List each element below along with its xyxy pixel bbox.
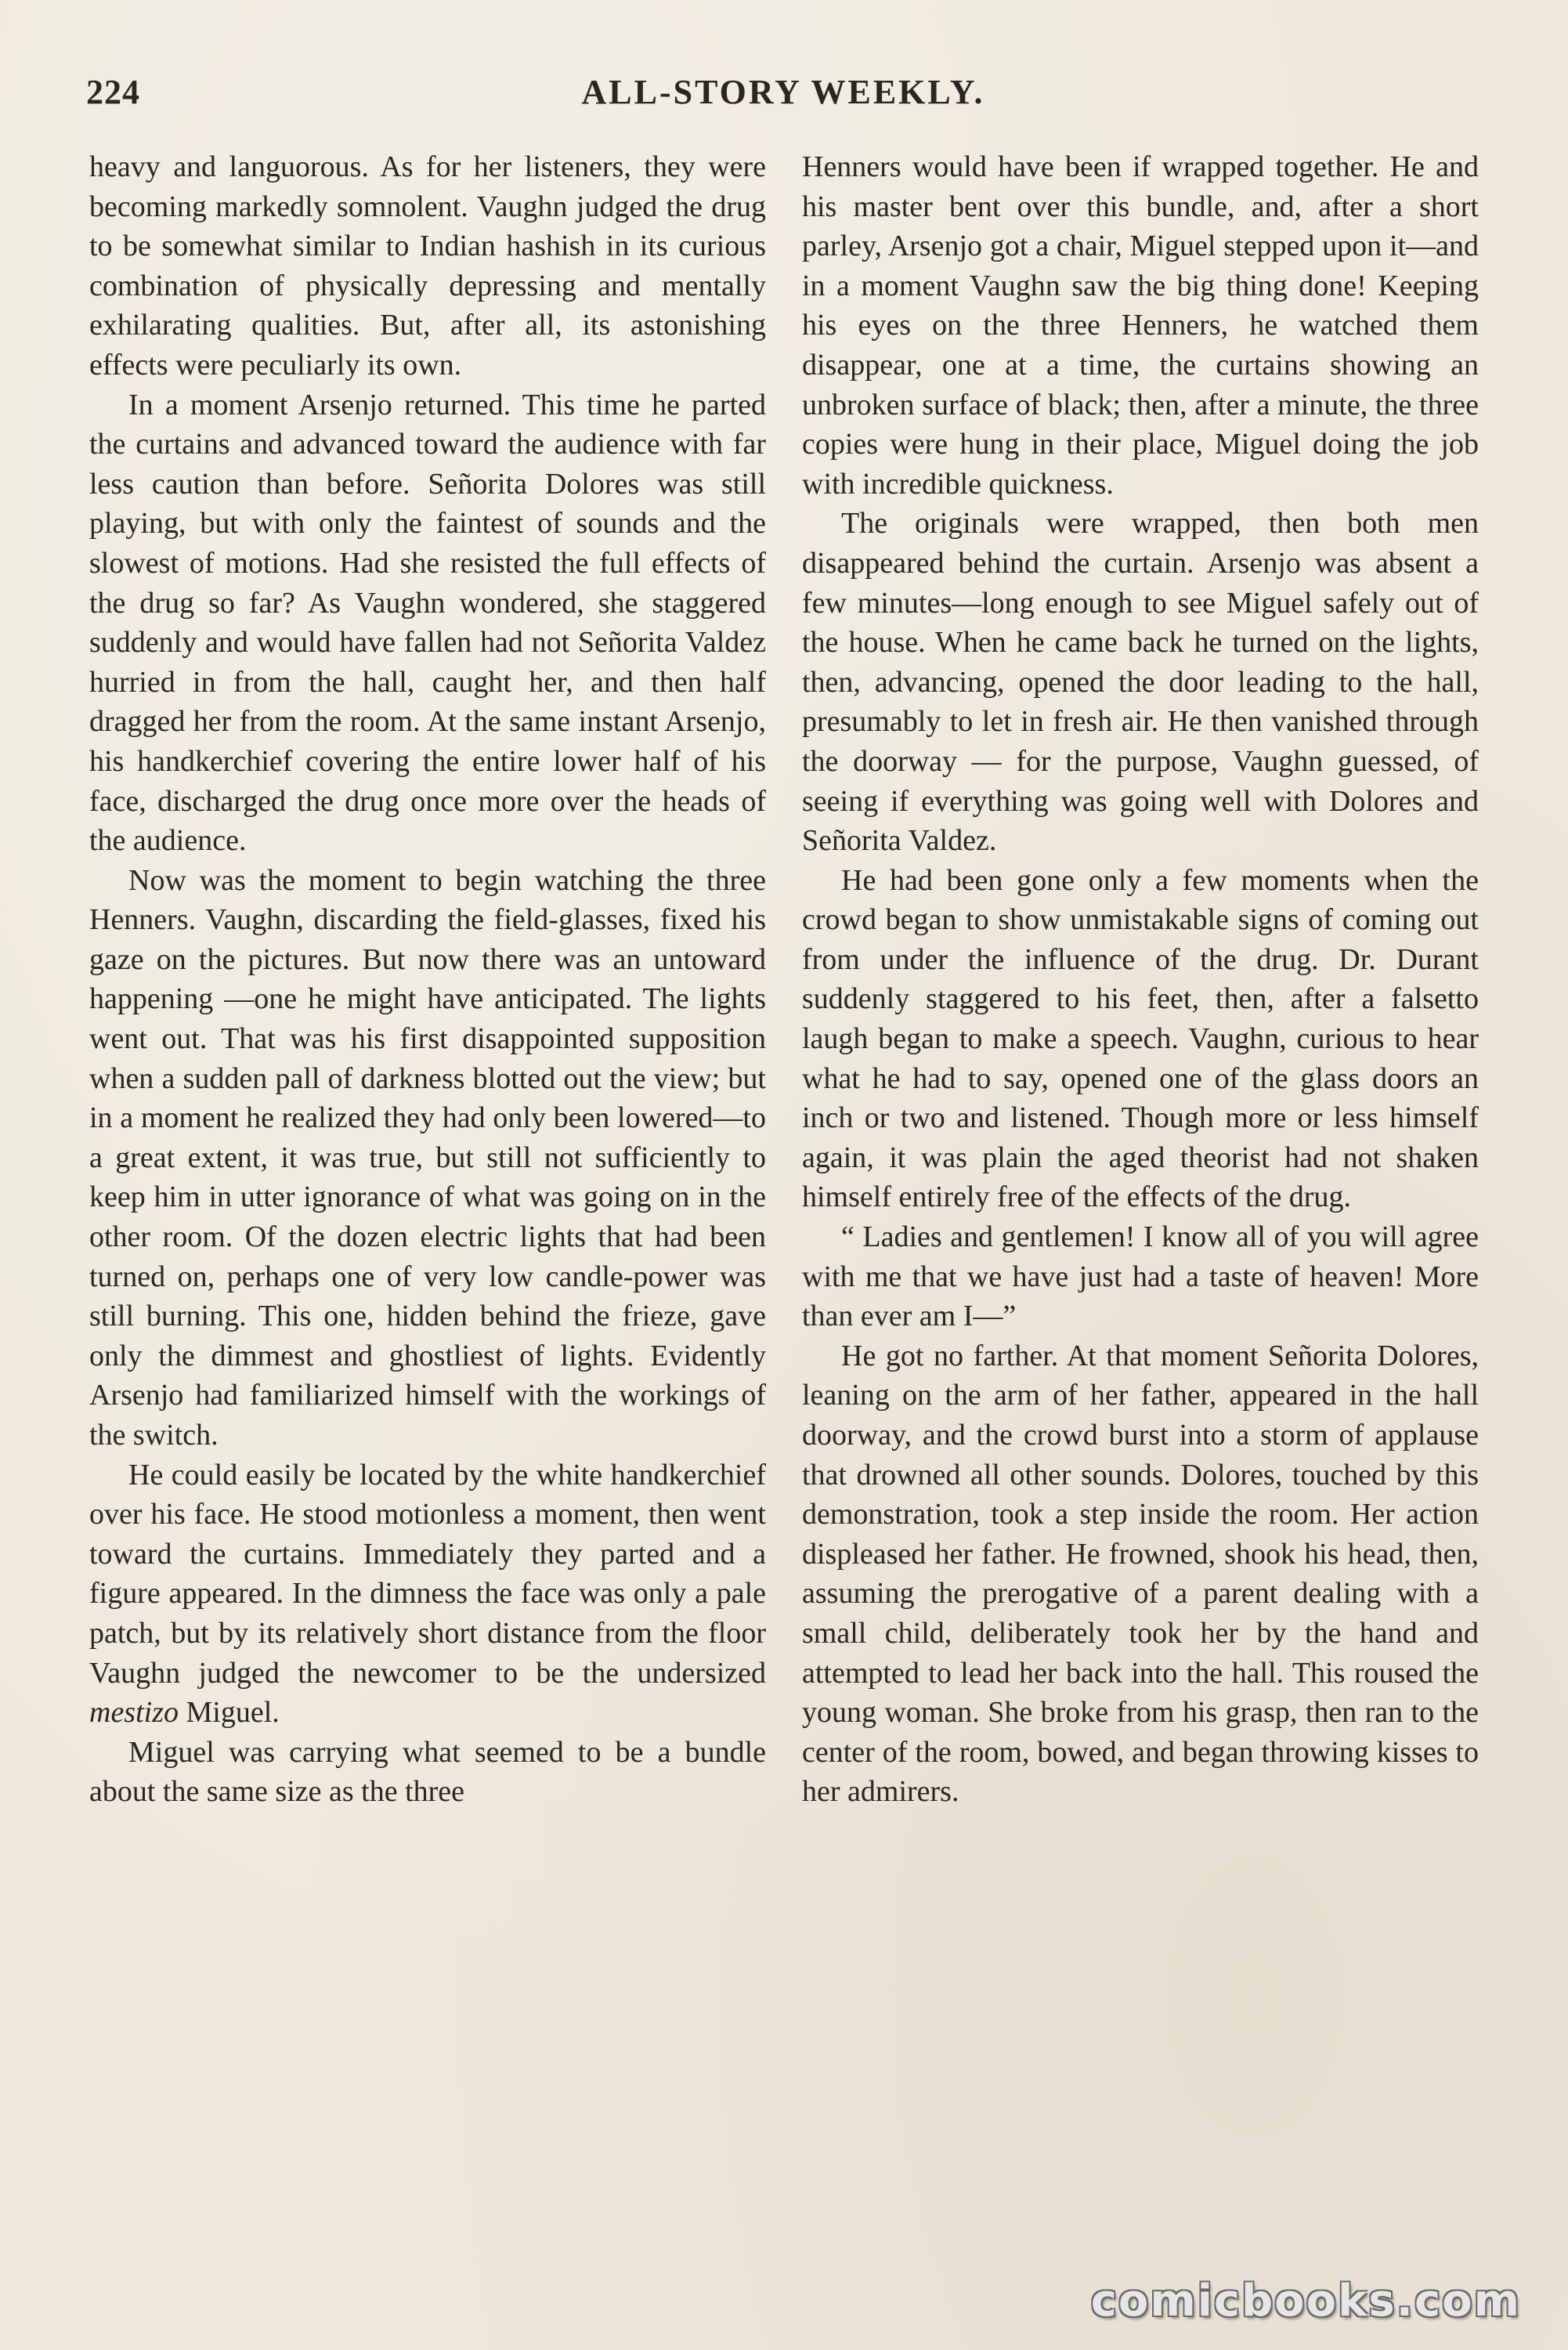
paragraph: Miguel was carrying what seemed to be a bundle about the same size as the three: [89, 1735, 766, 1809]
left-column: [89, 147, 766, 2278]
running-title: ALL-STORY WEEKLY.: [581, 73, 985, 111]
paragraph: He got no farther. At that moment Señorita Dolores, leaning on the arm of her father, appeared in the hall doorway, and the crowd burst into a storm of applause that drowned all other sounds. Dolores, touched by this demonstration, took a step inside the room. Her action displeased her father. He frowned, shook his head, then, assuming the prerogative of a parent dealing with a small child, deliberately took her by the hand and attempted to lead her back into the hall. This roused the young woman. She broke from his grasp, then ran to the center of the room, bowed, and began throwing kisses to her admirers.: [802, 1339, 1479, 1809]
paragraph: Now was the moment to begin watching the three Henners. Vaughn, discarding the field-glasses, fixed his gaze on the pictures. But now there was an untoward happening —one he might have anticipated. The lights went out. That was his first disappointed supposition when a sudden pall of darkness blotted out the view; but in a moment he realized they had only been lowered—to a great extent, it was true, but still not sufficiently to keep him in utter ignorance of what was going on in the other room. Of the dozen electric lights that had been turned on, perhaps one of very low candle-power was still burning. This one, hidden behind the frieze, gave only the dimmest and ghostliest of lights. Evidently Arsenjo had familiarized himself with the workings of the switch.: [89, 863, 766, 1452]
watermark-logo: comicbooks.com: [1090, 2276, 1521, 2326]
paragraph: “ Ladies and gentlemen! I know all of you will agree with me that we have just had a taste of heaven! More than ever am I—”: [802, 1220, 1479, 1333]
paragraph: The originals were wrapped, then both men disappeared behind the curtain. Arsenjo was absent a few minutes—long enough to see Miguel safely out of the house. When he came back he turned on the lights, then, advancing, opened the door leading to the hall, presumably to let in fresh air. He then vanished through the doorway — for the purpose, Vaughn guessed, of seeing if everything was going well with Dolores and Señorita Valdez.: [802, 507, 1479, 858]
right-column: [802, 147, 1479, 2278]
paragraph: He could easily be located by the white handkerchief over his face. He stood motionless a moment, then went toward the curtains. Immediately they parted and a figure appeared. In the dimness the face was only a pale patch, but by its relatively short distance from the floor Vaughn judged the newcomer to be the undersized mestizo Miguel.: [89, 1458, 766, 1730]
page-header: [86, 72, 1480, 127]
paragraph: heavy and languorous. As for her listeners, they were becoming markedly somnolent. Vaughn judged the drug to be somewhat similar to Indian hashish in its curious combination of physically depressing and mentally exhilarating qualities. But, after all, its astonishing effects were peculiarly its own.: [89, 150, 766, 381]
page-number: 224: [86, 73, 140, 111]
paragraph: Henners would have been if wrapped together. He and his master bent over this bundle, and, after a short parley, Arsenjo got a chair, Miguel stepped upon it—and in a moment Vaughn saw the big thing done! Keeping his eyes on the three Henners, he watched them disappear, one at a time, the curtains showing an unbroken surface of black; then, after a minute, the three copies were hung in their place, Miguel doing the job with incredible quickness.: [802, 150, 1479, 501]
paragraph: In a moment Arsenjo returned. This time he parted the curtains and advanced toward the audience with far less caution than before. Señorita Dolores was still playing, but with only the faintest of sounds and the slowest of motions. Had she resisted the full effects of the drug so far? As Vaughn wondered, she staggered suddenly and would have fallen had not Señorita Valdez hurried in from the hall, caught her, and then half dragged her from the room. At the same instant Arsenjo, his handkerchief covering the entire lower half of his face, discharged the drug once more over the heads of the audience.: [89, 388, 766, 858]
paragraph: He had been gone only a few moments when the crowd began to show unmistakable signs of coming out from under the influence of the drug. Dr. Durant suddenly staggered to his feet, then, after a falsetto laugh began to make a speech. Vaughn, curious to hear what he had to say, opened one of the glass doors an inch or two and listened. Though more or less himself again, it was plain the aged theorist had not shaken himself entirely free of the effects of the drug.: [802, 863, 1479, 1214]
